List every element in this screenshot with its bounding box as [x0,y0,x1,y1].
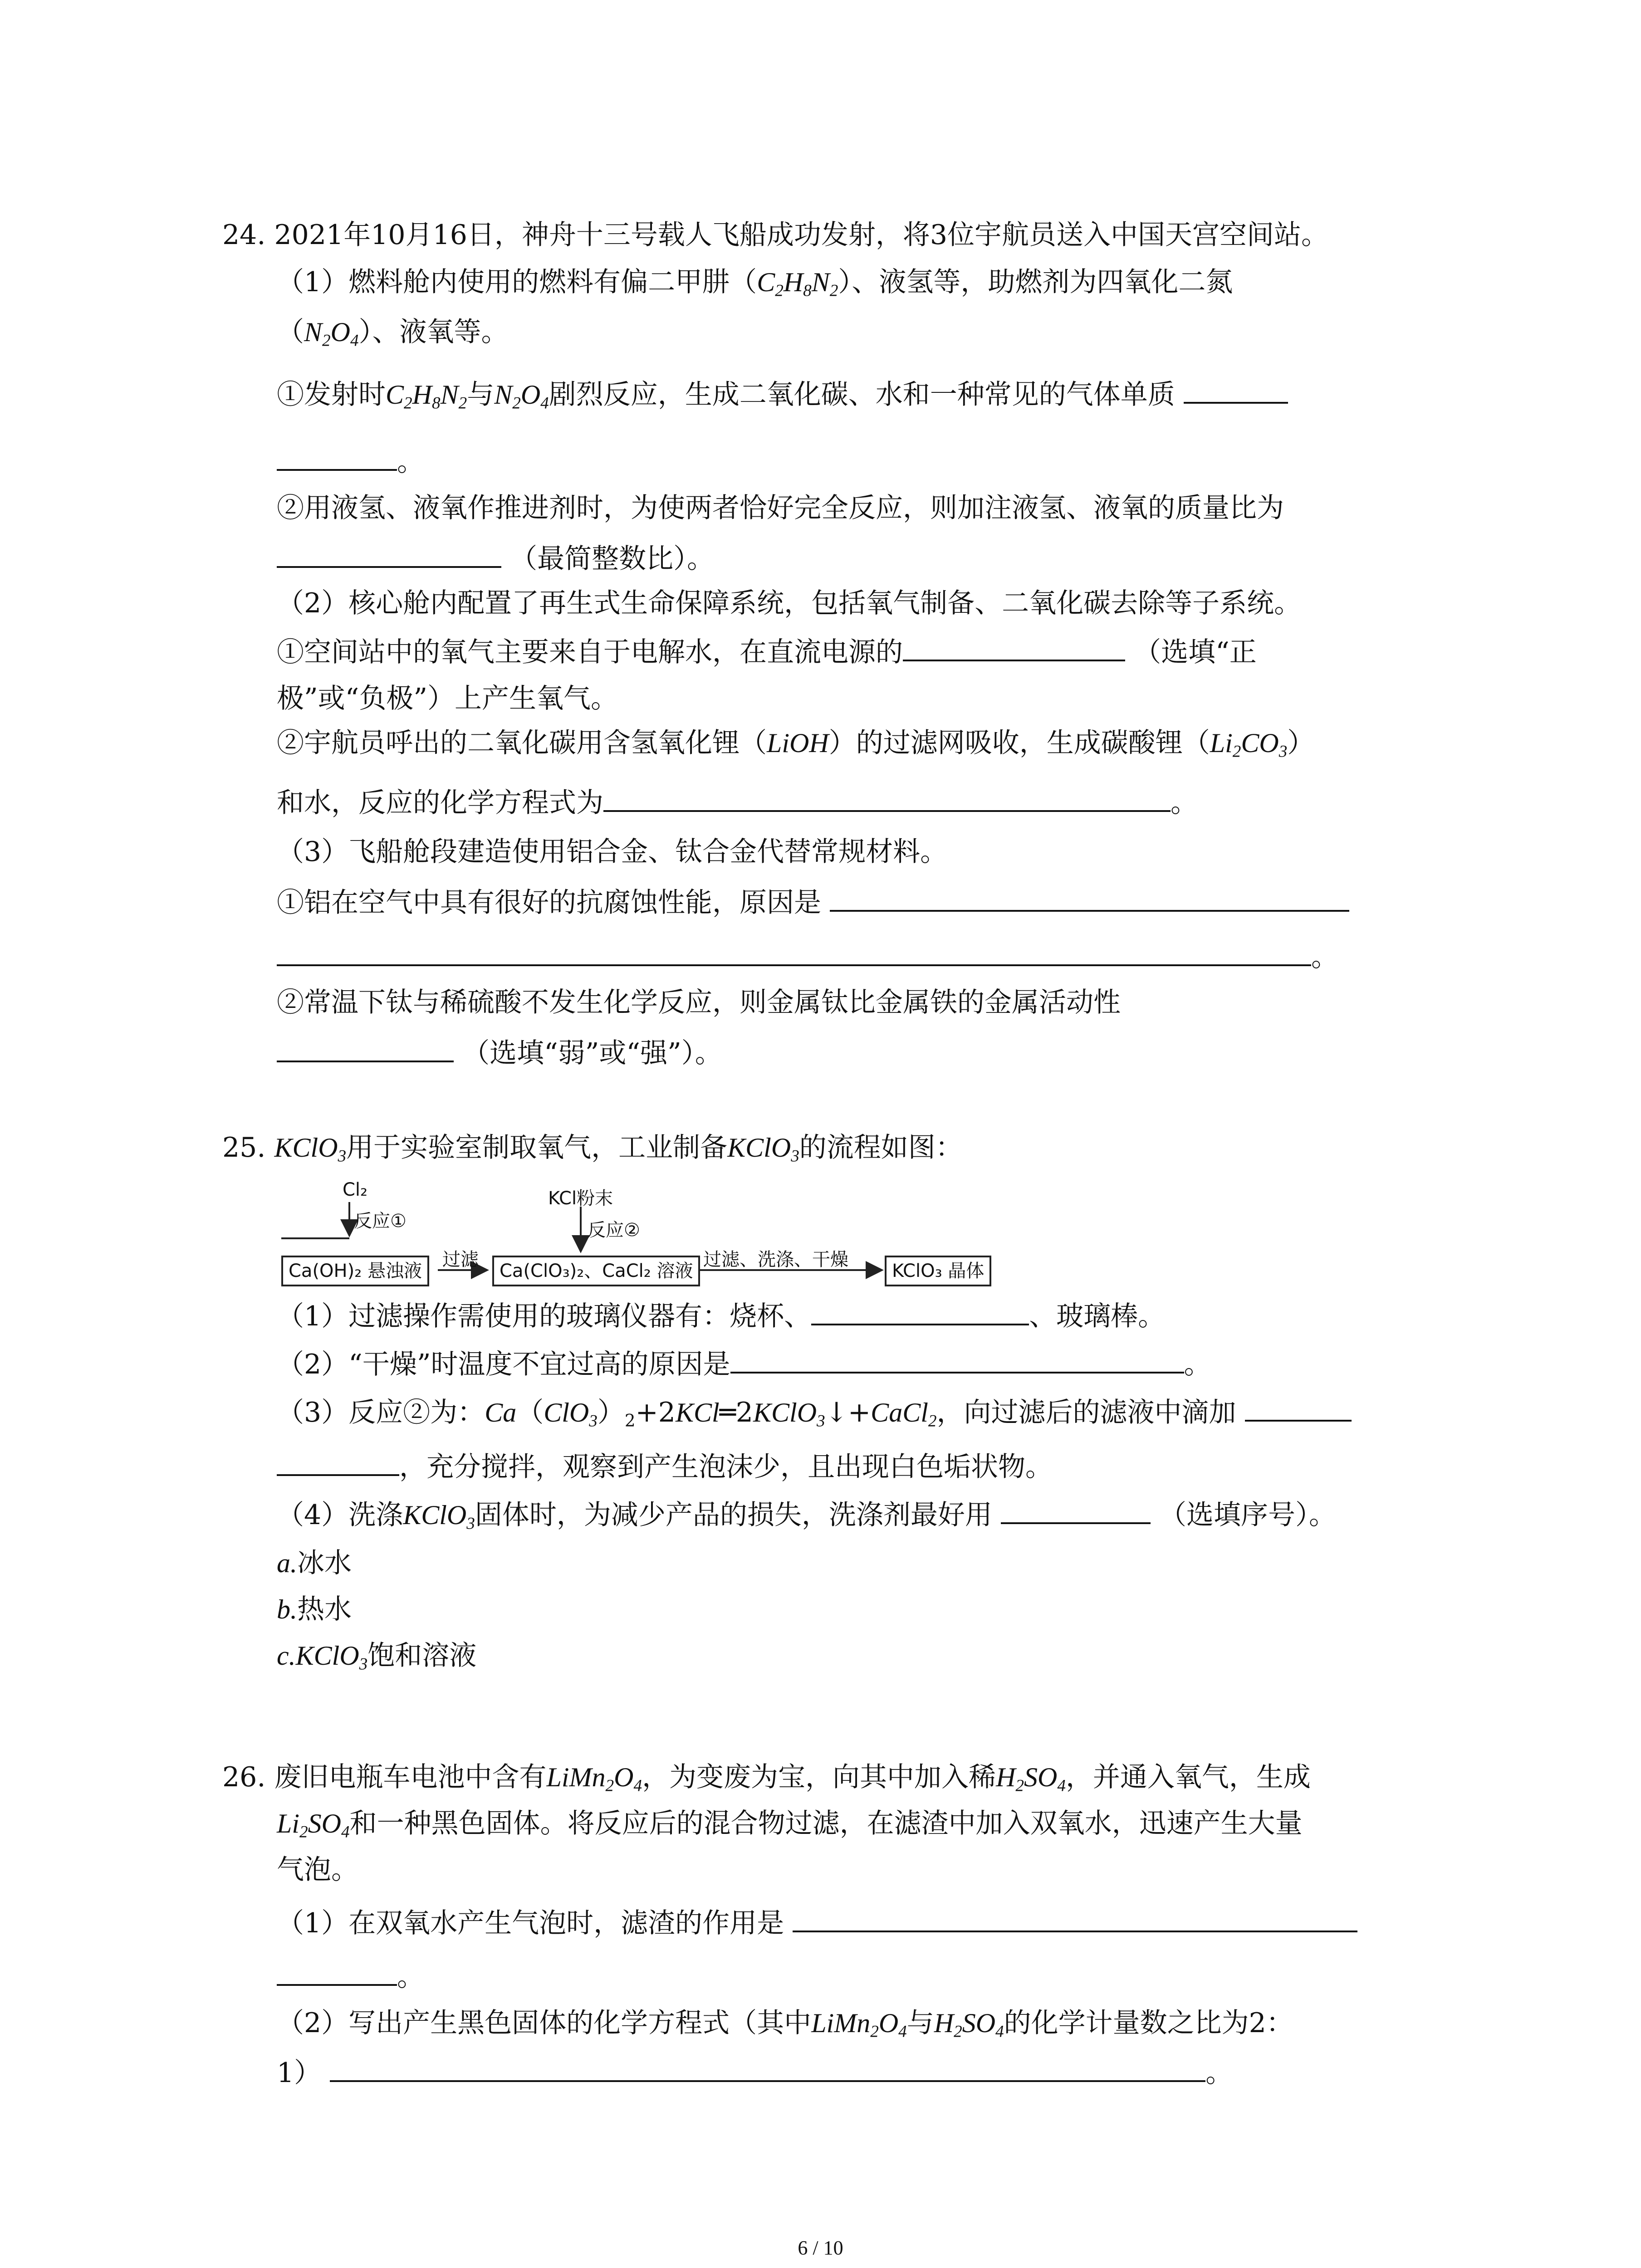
answer-blank[interactable] [1245,1394,1352,1422]
cl2-label: Cl₂ [343,1179,368,1200]
box-caoh2-suspension: Ca(OH)₂ 悬浊液 [281,1256,429,1286]
answer-blank[interactable] [811,1298,1029,1325]
q24-sub3-cont: 极”或“负极”）上产生氧气。 [277,683,618,714]
q25-part2: （2）“干燥”时温度不宜过高的原因是 。 [277,1346,1211,1383]
process-flow-diagram [281,1179,1053,1302]
answer-blank[interactable] [277,939,1311,966]
q24-part1-line1: （1）燃料舱内使用的燃料有偏二甲肼$(C_2H_8N_2)$、液氢等，助燃剂为四氧化二氮 [277,266,1233,300]
answer-blank[interactable] [277,1449,399,1476]
answer-blank[interactable] [330,2055,1205,2082]
q26-part2-cont: 1） 。 [277,2055,1233,2091]
reaction1-label: 反应① [354,1211,407,1232]
q26-stem-line2: $Li_2SO_4$和一种黑色固体。将反应后的混合物过滤，在滤渣中加入双氧水，迅速产生大量 [277,1808,1303,1842]
filter-wash-dry-label: 过滤、洗涤、干燥 [703,1249,848,1270]
q24-sub4-cont: 和水，反应的化学方程式为 。 [277,785,1198,821]
q24-sub3: ①空间站中的氧气主要来自于电解水，在直流电源的 （选填“正 [277,634,1257,670]
reaction2-label: 反应② [588,1220,640,1241]
q25-option-c: c.KClO$_3$饱和溶液 [277,1640,477,1674]
q24-sub4: ②宇航员呼出的二氧化碳用含氢氧化锂（LiOH）的过滤网吸收，生成碳酸锂$(Li_2CO_3)$ [277,727,1315,761]
kcl-label: KCl粉末 [548,1188,613,1209]
q26-stem-line1: 26. 废旧电瓶车电池中含有$LiMn_2O_4$，为变废为宝，向其中加入稀$H_2SO_4$，并通入氧气，生成 [222,1761,1311,1795]
answer-blank[interactable] [830,885,1349,912]
q24-sub5-cont: 。 [277,939,1338,975]
q24-sub1: ①发射时$C_2H_8N_2$与$N_2O_4$剧烈反应，生成二氧化碳、水和一种常见的气体单质 [277,376,1288,413]
q24-sub2-cont: （最简整数比）。 [277,541,714,577]
answer-blank[interactable] [1184,376,1288,404]
q24-part2: （2）核心舱内配置了再生式生命保障系统，包括氧气制备、二氧化碳去除等子系统。 [277,587,1302,619]
q24-part1-line2: $(N_2O_4)$、液氧等。 [277,316,509,350]
answer-blank[interactable] [730,1346,1184,1374]
q24-sub5: ①铝在空气中具有很好的抗腐蚀性能，原因是 [277,885,1349,921]
answer-blank[interactable] [277,541,501,568]
q25-part4: （4）洗涤KClO$_3$固体时，为减少产品的损失，洗涤剂最好用 （选填序号）。 [277,1497,1336,1533]
answer-blank[interactable] [793,1905,1357,1932]
q24-stem: 24. 2021年10月16日，神舟十三号载人飞船成功发射，将3位宇航员送入中国天宫空间站。 [222,219,1329,251]
q26-part1-cont: 。 [277,1959,424,1995]
q24-sub1-cont: 。 [277,444,424,480]
answer-blank[interactable] [903,634,1125,661]
answer-blank[interactable] [1001,1497,1151,1524]
q25-option-b: b.热水 [277,1593,352,1625]
q24-sub6: ②常温下钛与稀硫酸不发生化学反应，则金属钛比金属铁的金属活动性 [277,987,1121,1018]
q24-sub2: ②用液氢、液氧作推进剂时，为使两者恰好完全反应，则加注液氢、液氧的质量比为 [277,492,1284,524]
page-number: 6 / 10 [798,2237,843,2259]
answer-blank[interactable] [277,1959,397,1986]
q25-stem: 25. KClO$_3$用于实验室制取氧气，工业制备KClO$_3$的流程如图： [222,1132,963,1166]
q24-sub6-cont: （选填“弱”或“强”）。 [277,1035,722,1071]
answer-blank[interactable] [277,1035,454,1062]
q26-part1: （1）在双氧水产生气泡时，滤渣的作用是 [277,1905,1357,1941]
q26-stem-line3: 气泡。 [277,1854,358,1886]
q25-part3: （3）反应②为：$Ca(ClO_3)_2+2KCl═2KClO_3↓+CaCl_2$，向过滤后的滤液中滴加 [277,1394,1352,1431]
box-kclo3-crystal: KClO₃ 晶体 [885,1256,991,1286]
answer-blank[interactable] [603,785,1171,812]
filter-label: 过滤 [442,1249,479,1270]
q25-part1: （1）过滤操作需使用的玻璃仪器有：烧杯、 、玻璃棒。 [277,1298,1165,1334]
answer-blank[interactable] [277,444,397,471]
q26-part2: （2）写出产生黑色固体的化学方程式（其中$LiMn_2O_4$与$H_2SO_4$的化学计量数之比为2： [277,2007,1293,2041]
q24-part3: （3）飞船舱段建造使用铝合金、钛合金代替常规材料。 [277,836,948,868]
q25-part3-cont: ，充分搅拌，观察到产生泡沫少，且出现白色垢状物。 [277,1449,1053,1485]
box-solution: Ca(ClO₃)₂、CaCl₂ 溶液 [492,1256,700,1286]
q25-option-a: a.冰水 [277,1547,352,1579]
